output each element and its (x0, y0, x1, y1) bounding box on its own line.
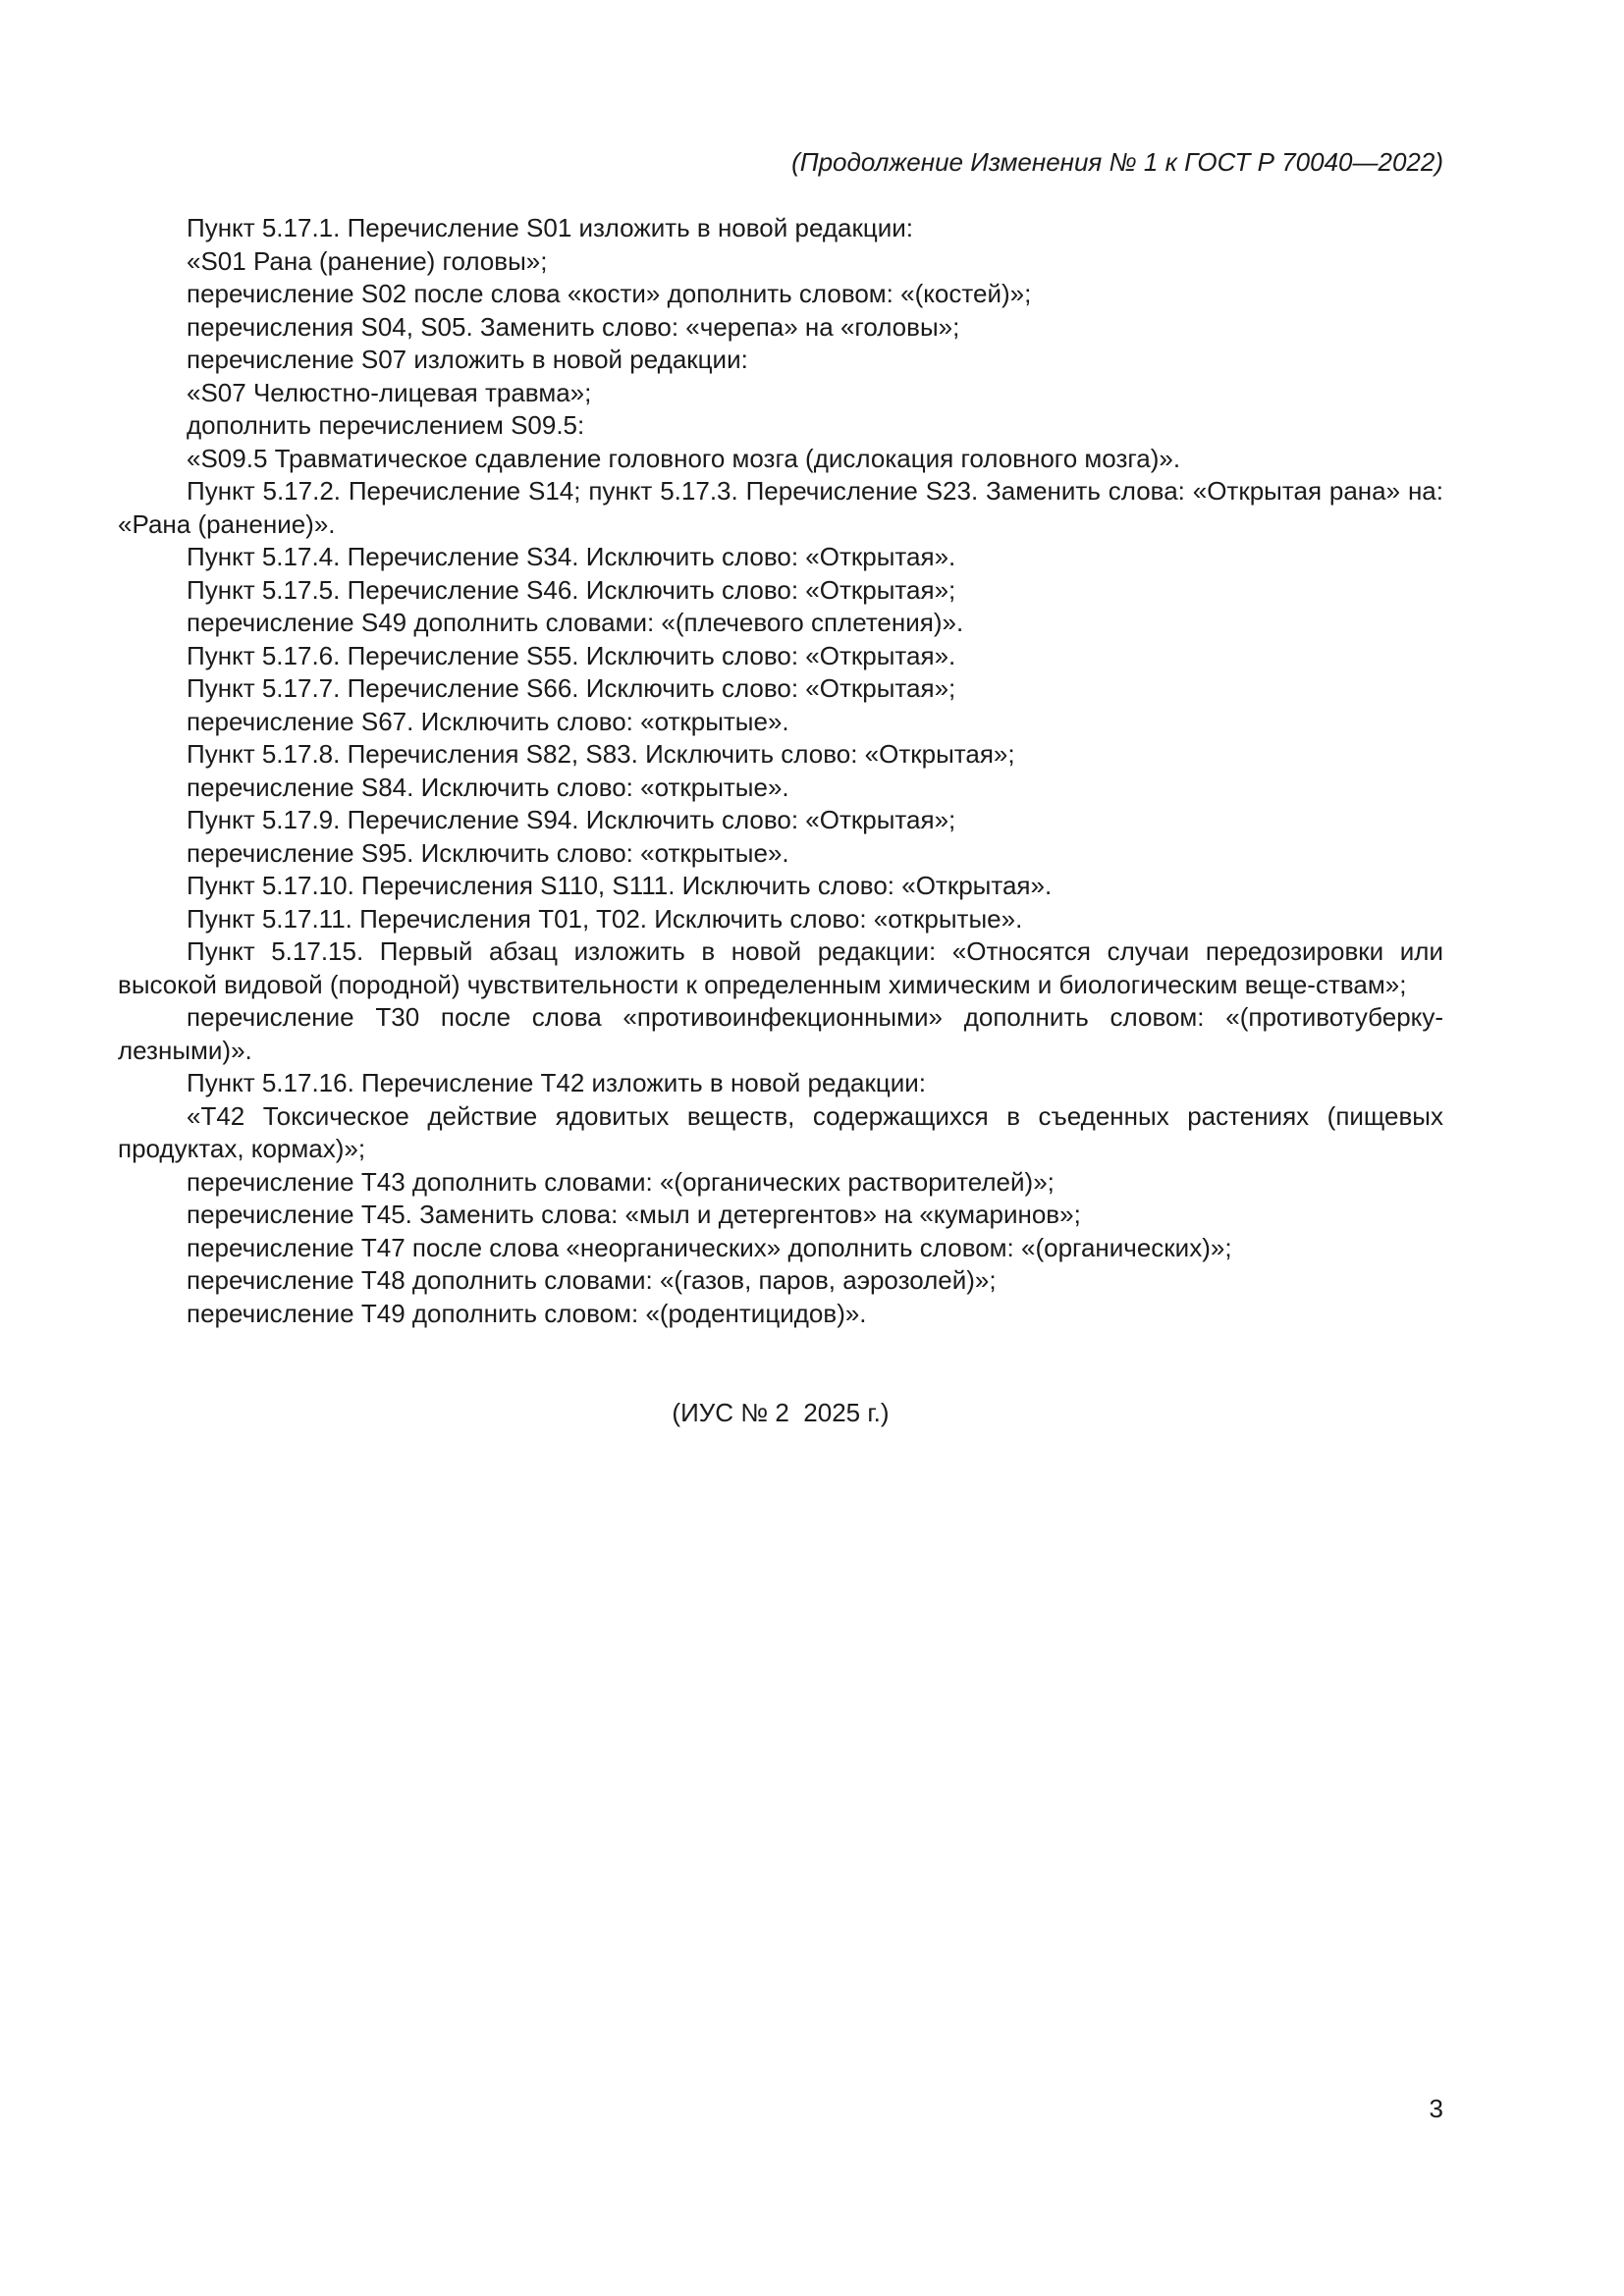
paragraph: перечисление S95. Исключить слово: «открытые». (187, 837, 789, 868)
paragraph: перечисление S02 после слова «кости» дополнить словом: «(костей)»; (187, 279, 1032, 308)
paragraph: Пункт 5.17.7. Перечисление S66. Исключить слово: «Открытая»; (187, 673, 956, 703)
paragraph: перечисление S49 дополнить словами: «(плечевого сплетения)». (187, 608, 964, 637)
paragraph: Пункт 5.17.4. Перечисление S34. Исключить слово: «Открытая». (187, 542, 956, 571)
paragraph: Пункт 5.17.9. Перечисление S94. Исключить слово: «Открытая»; (187, 805, 956, 834)
amendment-body (118, 212, 1443, 1330)
paragraph: «S01 Рана (ранение) головы»; (187, 245, 548, 276)
paragraph: перечисление T47 после слова «неорганических» дополнить словом: «(органических)»; (187, 1232, 1232, 1262)
paragraph: перечисление S67. Исключить слово: «открытые». (187, 706, 789, 736)
paragraph: Пункт 5.17.5. Перечисление S46. Исключить слово: «Открытая»; (187, 574, 956, 605)
document-header: (Продолжение Изменения № 1 к ГОСТ Р 70040—2022) (791, 147, 1443, 177)
page-number: 3 (1429, 2094, 1443, 2123)
paragraph: Пункт 5.17.11. Перечисления T01, T02. Исключить слово: «открытые». (187, 903, 1023, 934)
paragraph: «T42 Токсическое действие ядовитых веществ, содержащихся в съеденных растениях (пищевых продуктах, кормах)»; (118, 1100, 1443, 1163)
paragraph: перечисление T48 дополнить словами: «(газов, паров, аэрозолей)»; (187, 1265, 997, 1295)
ius-reference: (ИУС № 2 2025 г.) (672, 1398, 890, 1427)
paragraph: перечисление T49 дополнить словом: «(родентицидов)». (187, 1298, 867, 1328)
paragraph: перечисление T45. Заменить слова: «мыл и детергентов» на «кумаринов»; (187, 1200, 1081, 1229)
paragraph: Пункт 5.17.15. Первый абзац изложить в новой редакции: «Относятся случаи передозировки или высокой видовой (породной) чувствительности к определенным химическим и биологическим веще-ствам»; (118, 936, 1443, 999)
paragraph: перечисление S07 изложить в новой редакции: (187, 345, 748, 374)
paragraph: Пункт 5.17.6. Перечисление S55. Исключить слово: «Открытая». (187, 640, 956, 670)
paragraph: «S07 Челюстно-лицевая травма»; (187, 377, 592, 407)
paragraph: перечисление S84. Исключить слово: «открытые». (187, 772, 789, 802)
paragraph: перечисление T30 после слова «противоинфекционными» дополнить словом: «(противотуберку-лезными)». (118, 1002, 1443, 1065)
paragraph: «S09.5 Травматическое сдавление головного мозга (дислокация головного мозга)». (187, 443, 1181, 473)
paragraph: Пункт 5.17.2. Перечисление S14; пункт 5.17.3. Перечисление S23. Заменить слова: «Открытая рана» на: «Рана (ранение)». (118, 476, 1443, 539)
paragraph: перечисления S04, S05. Заменить слово: «черепа» на «головы»; (187, 311, 960, 342)
paragraph: Пункт 5.17.1. Перечисление S01 изложить в новой редакции: (187, 213, 914, 242)
paragraph: перечисление T43 дополнить словами: «(органических растворителей)»; (187, 1166, 1055, 1197)
paragraph: Пункт 5.17.16. Перечисление T42 изложить в новой редакции: (187, 1068, 927, 1097)
paragraph: Пункт 5.17.8. Перечисления S82, S83. Исключить слово: «Открытая»; (187, 739, 1015, 769)
paragraph: дополнить перечислением S09.5: (187, 410, 585, 440)
paragraph: Пункт 5.17.10. Перечисления S110, S111. Исключить слово: «Открытая». (187, 871, 1053, 900)
